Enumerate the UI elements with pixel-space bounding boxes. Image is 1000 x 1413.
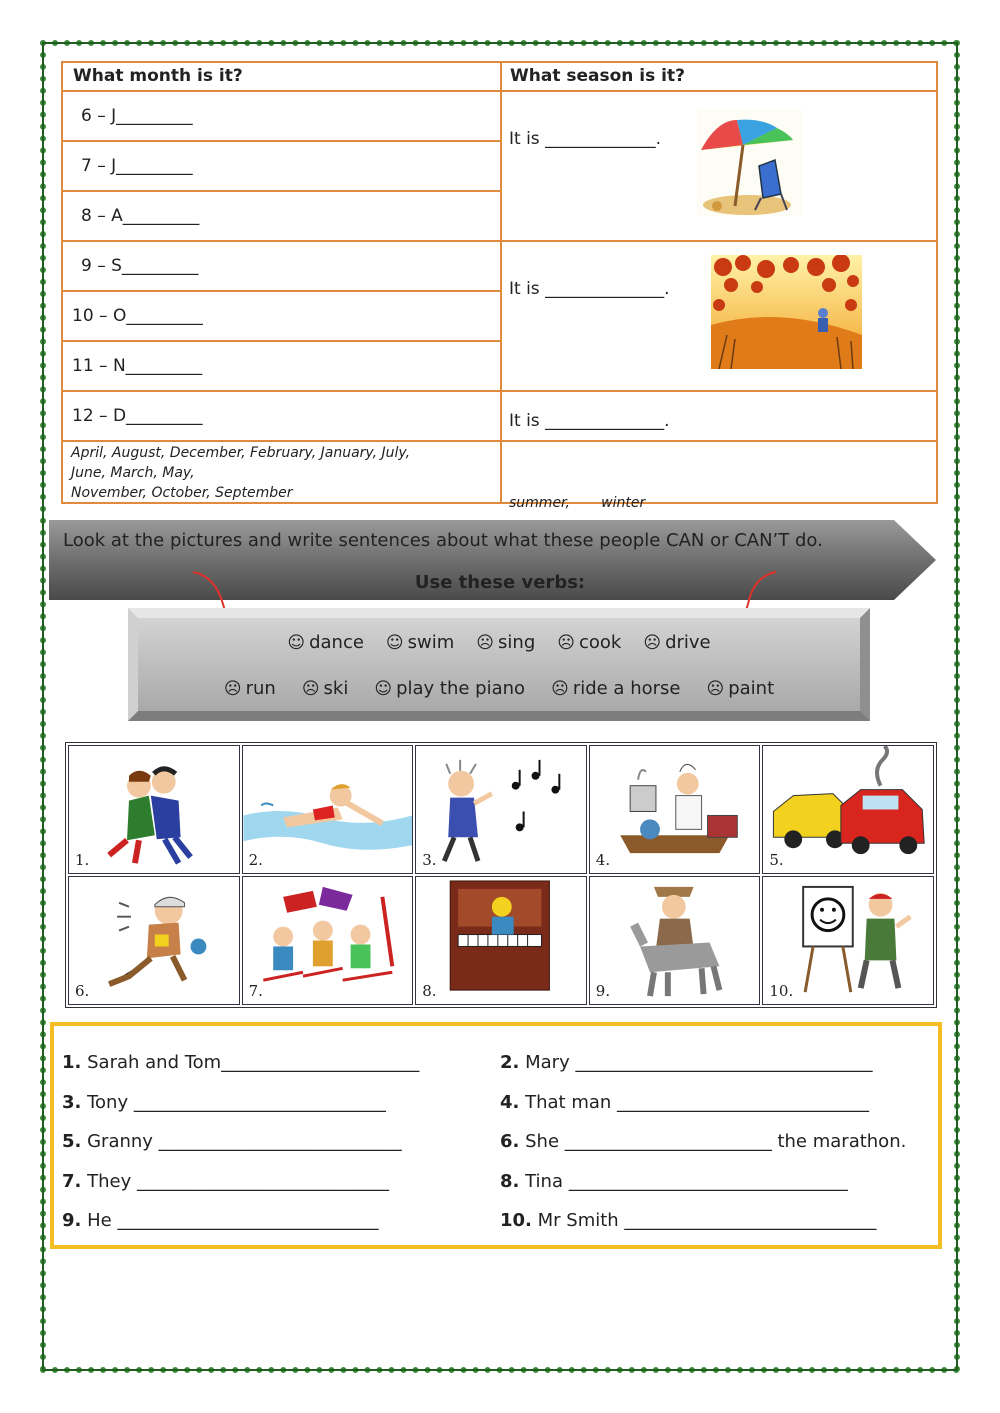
smiley-icon: ☺: [385, 633, 404, 653]
picture-number: 9.: [595, 982, 611, 1000]
summer-season-line[interactable]: It is _____________.: [509, 129, 661, 149]
frown-icon: ☹: [706, 679, 725, 699]
picture-dancing-couple: [68, 745, 240, 874]
table-line: [63, 290, 500, 292]
picture-runner-granny: [68, 876, 240, 1005]
sentence-line-7[interactable]: [62, 1171, 389, 1192]
frown-icon: ☹: [223, 679, 242, 699]
month-item[interactable]: 11 – N_________: [72, 356, 203, 376]
frown-icon: ☹: [551, 679, 569, 699]
verb-item: [643, 632, 710, 653]
verb-label: sing: [498, 632, 536, 653]
winter-season-line[interactable]: It is ______________.: [509, 411, 670, 431]
verb-item: [386, 632, 454, 653]
sentence-line-10[interactable]: [500, 1210, 876, 1231]
sentence-text: Sarah and Tom______________________: [87, 1052, 420, 1073]
instruction-text: Look at the pictures and write sentences about what these people CAN or CAN’T do.: [63, 530, 823, 551]
season-bank-line: summer, winter: [509, 495, 646, 511]
picture-number: 3.: [422, 851, 437, 869]
smiley-icon: ☺: [374, 679, 393, 699]
car-crash-illustration: [763, 746, 933, 873]
verb-item: [302, 678, 349, 699]
frown-icon: ☹: [557, 633, 575, 653]
picture-number: 10.: [769, 982, 794, 1000]
sentence-text: Mr Smith ____________________________: [537, 1210, 877, 1231]
verb-label: drive: [665, 632, 711, 653]
sentence-box: [50, 1022, 942, 1249]
sentence-text: Tony ____________________________: [87, 1092, 386, 1113]
month-item[interactable]: 8 – A_________: [81, 206, 200, 226]
frown-icon: ☹: [301, 679, 320, 699]
table-header-line: [63, 90, 938, 92]
sentence-text: She _______________________ the marathon.: [525, 1131, 907, 1152]
picture-number: 4.: [595, 851, 611, 869]
sentence-number: 7.: [62, 1171, 82, 1192]
picture-skiers: [242, 876, 414, 1005]
picture-number: 5.: [769, 851, 784, 869]
verb-label: cook: [578, 632, 622, 653]
sentence-text: Mary _________________________________: [525, 1052, 873, 1073]
sentence-line-2[interactable]: [500, 1052, 872, 1073]
month-item[interactable]: 12 – D_________: [72, 406, 203, 426]
picture-swimmer: [242, 745, 414, 874]
sentence-line-4[interactable]: [500, 1092, 869, 1113]
verb-item: [557, 632, 621, 653]
month-item[interactable]: 6 – J_________: [81, 106, 193, 126]
verb-item: [224, 678, 276, 699]
sentence-line-1[interactable]: [62, 1052, 419, 1073]
sentence-number: 5.: [62, 1131, 82, 1152]
swimmer-illustration: [243, 746, 413, 873]
tired-runner-illustration: [69, 877, 239, 1004]
dancing-couple-illustration: [69, 746, 239, 873]
autumn-season-line[interactable]: It is ______________.: [509, 279, 670, 299]
sentence-number: 1.: [62, 1052, 82, 1073]
table-line: [63, 440, 938, 442]
sentence-line-8[interactable]: [500, 1171, 848, 1192]
piano-illustration: [416, 877, 586, 1004]
picture-number: 8.: [422, 982, 437, 1000]
header-season: What season is it?: [510, 66, 685, 86]
picture-number: 2.: [248, 851, 263, 869]
frown-icon: ☹: [476, 633, 495, 653]
verb-item: [706, 678, 774, 699]
sentence-number: 6.: [500, 1131, 520, 1152]
sentence-text: Granny ___________________________: [87, 1131, 402, 1152]
autumn-leaves-image: [711, 255, 862, 369]
month-item[interactable]: 10 – O_________: [72, 306, 203, 326]
picture-grid: [65, 742, 937, 1008]
verb-row-2: [138, 678, 860, 699]
sentence-line-3[interactable]: [62, 1092, 386, 1113]
horse-rider-illustration: [590, 877, 760, 1004]
sentence-number: 8.: [500, 1171, 520, 1192]
sentence-number: 2.: [500, 1052, 520, 1073]
singer-illustration: [416, 746, 586, 873]
verb-label: run: [245, 678, 276, 699]
picture-number: 1.: [75, 851, 90, 869]
sentence-text: He _____________________________: [87, 1210, 379, 1231]
month-item[interactable]: 7 – J_________: [81, 156, 193, 176]
verb-box: [128, 608, 870, 721]
beach-umbrella-image: [697, 110, 803, 216]
verb-label: ride a horse: [572, 678, 681, 699]
month-word-bank: [71, 443, 410, 503]
month-bank-line: April, August, December, February, January, July,: [71, 445, 411, 461]
use-verbs-label: Use these verbs:: [414, 572, 586, 593]
table-line: [63, 390, 938, 392]
picture-number: 6.: [75, 982, 90, 1000]
table-line: [63, 190, 500, 192]
picture-piano: [415, 876, 587, 1005]
months-seasons-table: [61, 61, 938, 511]
verb-label: dance: [309, 632, 364, 653]
table-line: [63, 140, 500, 142]
table-column-divider: [500, 63, 502, 502]
verb-row-1: [138, 632, 860, 653]
sentence-line-9[interactable]: [62, 1210, 378, 1231]
sentence-line-6[interactable]: [500, 1131, 906, 1152]
sentence-number: 10.: [500, 1210, 532, 1231]
sentence-number: 3.: [62, 1092, 82, 1113]
cook-illustration: [590, 746, 760, 873]
table-line: [63, 240, 938, 242]
month-bank-line: November, October, September: [71, 485, 293, 501]
verb-item: [551, 678, 680, 699]
month-bank-line: June, March, May,: [71, 465, 195, 481]
picture-horse-rider: [589, 876, 761, 1005]
verb-label: play the piano: [396, 678, 526, 699]
month-item[interactable]: 9 – S_________: [81, 256, 199, 276]
picture-number: 7.: [248, 982, 263, 1000]
sentence-number: 9.: [62, 1210, 82, 1231]
sentence-line-5[interactable]: [62, 1131, 402, 1152]
picture-singer: [415, 745, 587, 874]
sentence-text: That man ____________________________: [525, 1092, 870, 1113]
smiley-icon: ☺: [287, 633, 306, 653]
table-line: [63, 340, 500, 342]
header-month: What month is it?: [73, 66, 243, 86]
picture-painter: [762, 876, 934, 1005]
sentence-number: 4.: [500, 1092, 520, 1113]
sentence-text: Tina _______________________________: [525, 1171, 848, 1192]
verb-label: swim: [407, 632, 455, 653]
picture-car-crash: [762, 745, 934, 874]
verb-item: [374, 678, 525, 699]
verb-label: paint: [728, 678, 775, 699]
picture-cook: [589, 745, 761, 874]
skiers-illustration: [243, 877, 413, 1004]
verb-label: ski: [323, 678, 349, 699]
verb-item: [476, 632, 535, 653]
sentence-text: They ____________________________: [87, 1171, 389, 1192]
verb-item: [287, 632, 364, 653]
frown-icon: ☹: [643, 633, 662, 653]
